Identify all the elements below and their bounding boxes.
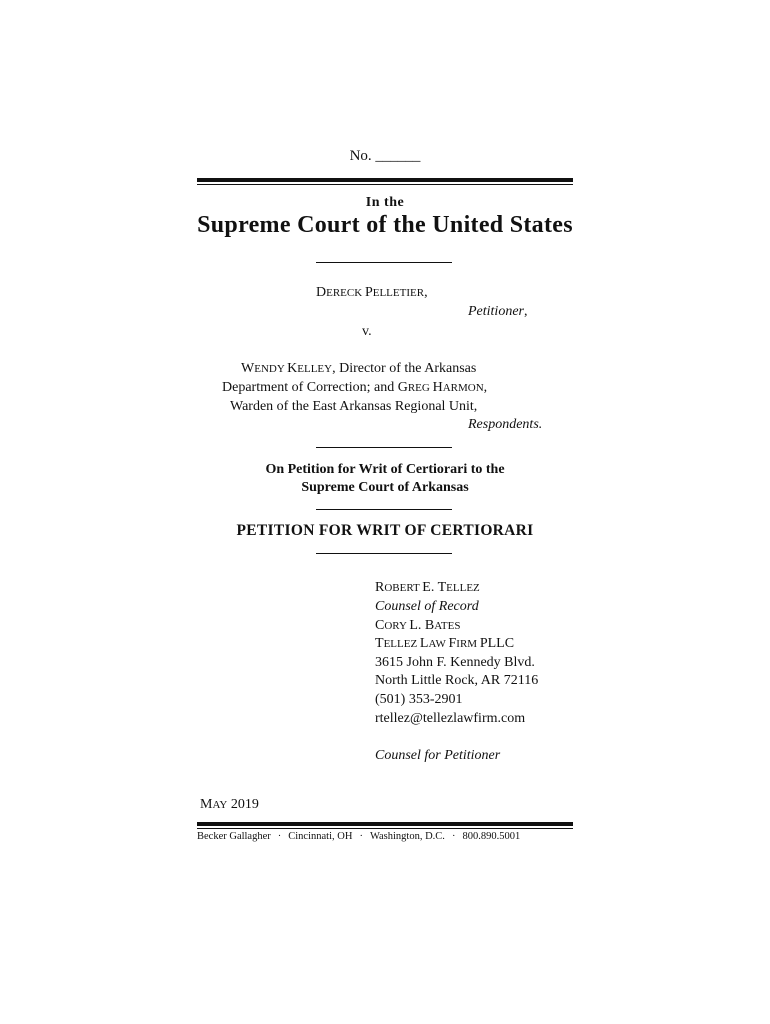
court-name-heading: Supreme Court of the United States — [197, 212, 573, 238]
law-firm-name: TELLEZ LAW FIRM PLLC — [375, 636, 515, 651]
section-divider — [316, 447, 452, 448]
section-divider — [316, 509, 452, 510]
printer-city: Cincinnati, OH — [288, 831, 353, 842]
printer-phone: 800.890.5001 — [462, 831, 521, 842]
respondent-line-2: Department of Correction; and GREG HARMON, — [222, 380, 488, 395]
versus: v. — [362, 324, 372, 339]
address-line-2: North Little Rock, AR 72116 — [375, 673, 539, 688]
printer-footer: Becker Gallagher · Cincinnati, OH · Washington, D.C. · 800.890.5001 — [197, 831, 521, 842]
top-thick-rule — [197, 178, 573, 182]
respondent-line-1: WENDY KELLEY, Director of the Arkansas — [241, 361, 477, 376]
petition-title: PETITION FOR WRIT OF CERTIORARI — [236, 522, 534, 539]
in-the-heading: In the — [365, 195, 405, 210]
counsel-name-2: CORY L. BATES — [375, 618, 461, 633]
petitioner-name: DERECK PELLETIER, — [316, 285, 428, 300]
counsel-name-1: ROBERT E. TELLEZ — [375, 580, 480, 595]
on-petition-line-1: On Petition for Writ of Certiorari to the — [265, 462, 505, 477]
filing-date: MAY 2019 — [200, 797, 259, 812]
printer-city-2: Washington, D.C. — [369, 831, 445, 842]
section-divider — [316, 262, 452, 263]
on-petition-line-2: Supreme Court of Arkansas — [301, 480, 469, 495]
docket-number: No. ______ — [349, 148, 421, 164]
petitioner-role: Petitioner, — [468, 304, 528, 319]
address-line-1: 3615 John F. Kennedy Blvd. — [375, 655, 535, 670]
respondent-line-3: Warden of the East Arkansas Regional Unit, — [230, 399, 478, 414]
counsel-of-record-label: Counsel of Record — [375, 599, 479, 614]
respondents-role: Respondents. — [468, 417, 543, 432]
phone-number: (501) 353-2901 — [375, 692, 463, 707]
email-address: rtellez@tellezlawfirm.com — [375, 711, 526, 726]
bottom-thick-rule — [197, 822, 573, 826]
counsel-for-petitioner: Counsel for Petitioner — [375, 748, 501, 763]
top-thin-rule — [197, 184, 573, 185]
bottom-thin-rule — [197, 828, 573, 829]
section-divider — [316, 553, 452, 554]
printer-name: Becker Gallagher — [197, 831, 271, 842]
